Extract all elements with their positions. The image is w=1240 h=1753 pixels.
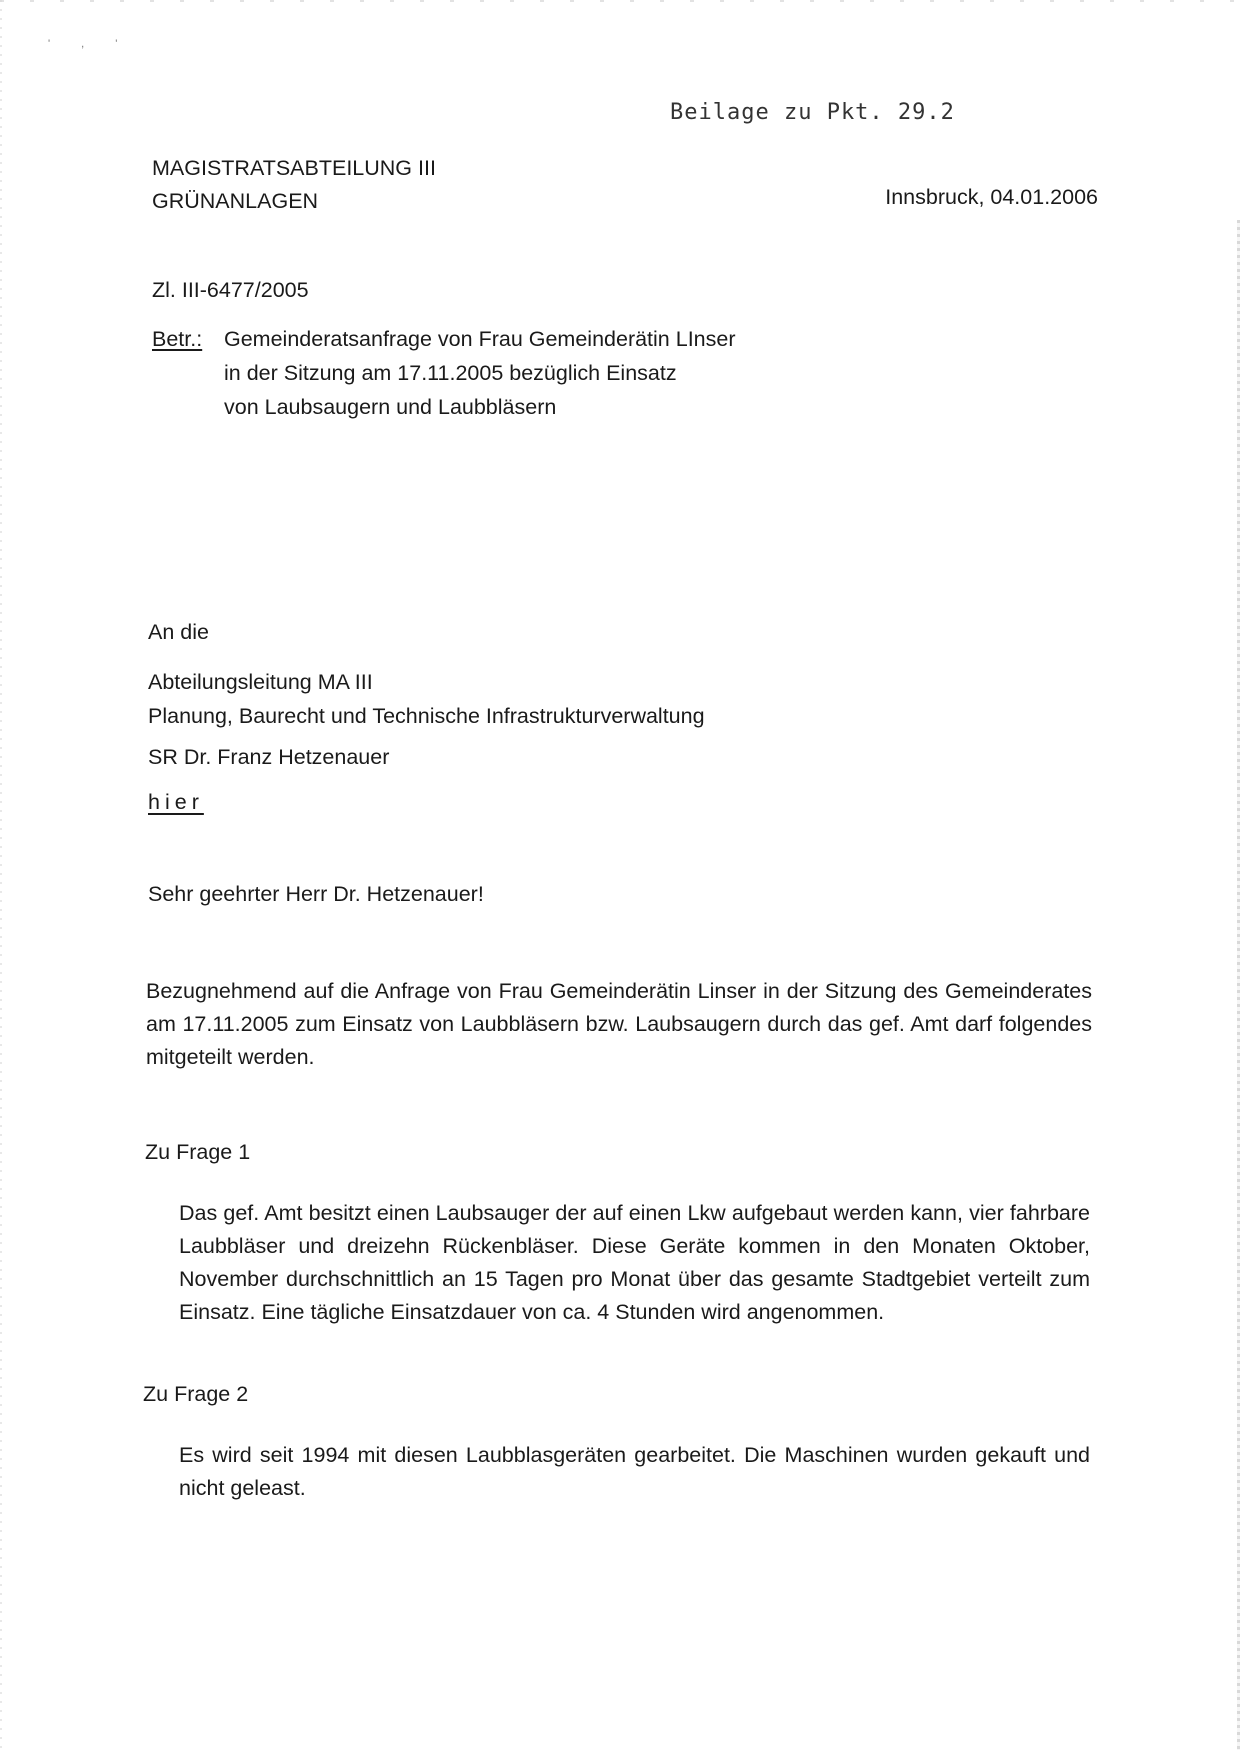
attachment-note: Beilage zu Pkt. 29.2 (670, 100, 955, 125)
place-date: Innsbruck, 04.01.2006 (885, 185, 1098, 209)
question-1-answer: Das gef. Amt besitzt einen Laubsauger der auf einen Lkw aufgebaut werden kann, vier fahrbare Laubbläser und dreizehn Rückenbläser. Diese Geräte kommen in den Monaten Oktober, November durchschnittlich an 15 Tagen pro Monat über das gesamte Stadtgebiet verteilt zum Einsatz. Eine tägliche Einsatzdauer von ca. 4 Stunden wird angenommen. (179, 1201, 1090, 1324)
scan-artifact-top (0, 0, 1240, 2)
sender-block (152, 152, 436, 218)
recipient-prefix: An die (148, 620, 209, 644)
scan-specks: ' , ' (48, 38, 132, 50)
recipient-department (148, 665, 705, 733)
subject-text (224, 322, 736, 424)
salutation: Sehr geehrter Herr Dr. Hetzenauer! (148, 882, 484, 906)
recipient-name: SR Dr. Franz Hetzenauer (148, 745, 390, 769)
question-1-heading: Zu Frage 1 (145, 1140, 251, 1164)
subject-block (152, 322, 736, 424)
scan-artifact-left (0, 0, 2, 1753)
recipient-department-line: Planung, Baurecht und Technische Infrastrukturverwaltung (148, 704, 705, 728)
subject-line: von Laubsaugern und Laubbläsern (224, 395, 557, 419)
subject-label: Betr.: (152, 327, 203, 351)
question-2-answer: Es wird seit 1994 mit diesen Laubblasgeräten gearbeitet. Die Maschinen wurden gekauft und nicht geleast. (179, 1443, 1090, 1500)
reference-number: Zl. III-6477/2005 (152, 278, 309, 302)
intro-paragraph: Bezugnehmend auf die Anfrage von Frau Gemeinderätin Linser in der Sitzung des Gemeinderates am 17.11.2005 zum Einsatz von Laubbläsern bzw. Laubsaugern durch das gef. Amt darf folgendes mitgeteilt werden. (146, 979, 1092, 1069)
recipient-location: hier (148, 790, 204, 814)
question-2-heading: Zu Frage 2 (143, 1382, 249, 1406)
sender-unit: GRÜNANLAGEN (152, 189, 319, 213)
sender-department: MAGISTRATSABTEILUNG III (152, 156, 436, 180)
subject-line: in der Sitzung am 17.11.2005 bezüglich Einsatz (224, 361, 677, 385)
subject-line: Gemeinderatsanfrage von Frau Gemeinderätin LInser (224, 327, 736, 351)
recipient-department-line: Abteilungsleitung MA III (148, 670, 373, 694)
